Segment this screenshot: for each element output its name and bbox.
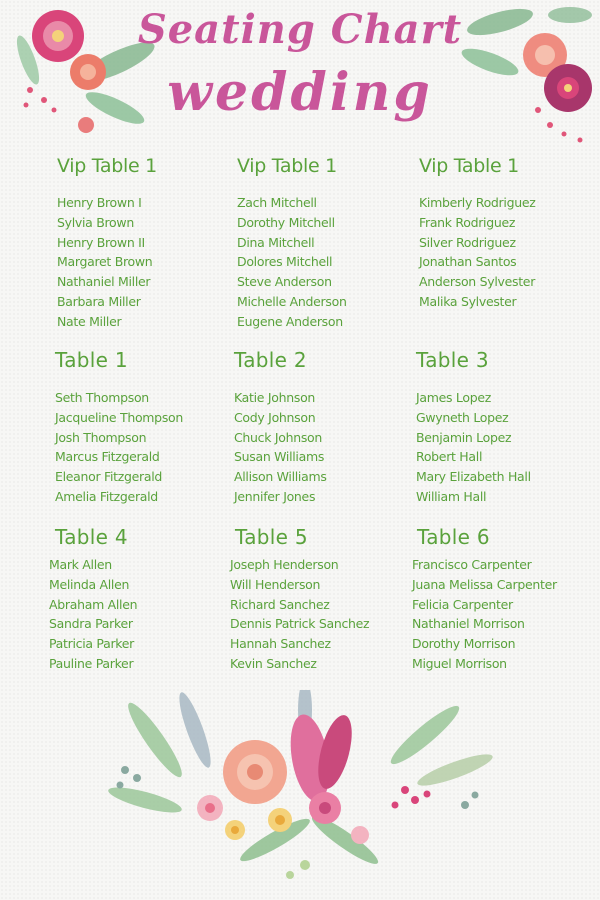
guest-list: [419, 193, 535, 312]
guest-name: Gwyneth Lopez: [416, 409, 509, 425]
guest-name: Benjamin Lopez: [416, 429, 512, 445]
guest-name: Richard Sanchez: [230, 596, 330, 612]
guest-name: Kimberly Rodriguez: [419, 195, 536, 210]
table-title: Table 6: [417, 525, 490, 549]
guest-name: Jacqueline Thompson: [55, 409, 183, 425]
guest-list: [55, 388, 183, 507]
guest-name: Mark Allen: [49, 557, 112, 572]
guest-name: Barbara Miller: [57, 293, 141, 309]
table-title: Vip Table 1: [237, 155, 337, 177]
guest-name: Eugene Anderson: [237, 313, 343, 329]
guest-name: James Lopez: [416, 390, 491, 405]
guest-name: Malika Sylvester: [419, 293, 517, 309]
guest-list: [49, 555, 137, 674]
guest-name: Patricia Parker: [49, 636, 135, 652]
guest-list: [412, 555, 557, 674]
guest-name: Miguel Morrison: [412, 655, 507, 671]
guest-list: [237, 193, 347, 332]
guest-list: [230, 555, 369, 674]
guest-name: Eleanor Fitzgerald: [55, 469, 163, 485]
guest-name: Pauline Parker: [49, 655, 134, 671]
table-title: Table 5: [235, 525, 308, 549]
guest-name: Amelia Fitzgerald: [55, 488, 158, 504]
guest-name: Nate Miller: [57, 313, 122, 329]
guest-name: Marcus Fitzgerald: [55, 449, 160, 465]
guest-name: Dorothy Morrison: [412, 636, 516, 652]
table-title: Table 3: [416, 348, 489, 372]
guest-name: Mary Elizabeth Hall: [416, 469, 531, 485]
guest-name: Sylvia Brown: [57, 214, 134, 230]
guest-name: Jennifer Jones: [234, 488, 316, 504]
guest-name: Abraham Allen: [49, 596, 138, 612]
guest-name: Seth Thompson: [55, 390, 149, 405]
guest-name: Felicia Carpenter: [412, 596, 513, 612]
guest-name: Francisco Carpenter: [412, 557, 532, 572]
guest-name: Dina Mitchell: [237, 234, 315, 250]
table-title: Table 1: [55, 348, 128, 372]
guest-name: Chuck Johnson: [234, 429, 323, 445]
guest-list: [234, 388, 327, 507]
guest-name: Henry Brown II: [57, 234, 145, 250]
guest-name: Henry Brown I: [57, 195, 142, 210]
table-1: [55, 348, 183, 507]
guest-name: Michelle Anderson: [237, 293, 347, 309]
vip-table-right: [419, 155, 535, 312]
guest-name: Steve Anderson: [237, 274, 332, 290]
guest-name: Silver Rodriguez: [419, 234, 516, 250]
guest-name: Dennis Patrick Sanchez: [230, 616, 370, 632]
guest-list: [57, 193, 157, 332]
guest-name: Joseph Henderson: [230, 557, 339, 572]
guest-list: [416, 388, 531, 507]
vip-table-center: [237, 155, 347, 332]
guest-name: Nathaniel Miller: [57, 274, 151, 290]
guest-name: Juana Melissa Carpenter: [412, 576, 557, 592]
guest-name: Hannah Sanchez: [230, 636, 331, 652]
guest-name: Sandra Parker: [49, 616, 133, 632]
vip-table-left: [57, 155, 157, 332]
guest-name: Zach Mitchell: [237, 195, 317, 210]
table-title: Vip Table 1: [57, 155, 157, 177]
guest-name: Allison Williams: [234, 469, 327, 485]
guest-name: Jonathan Santos: [419, 254, 517, 270]
guest-name: Margaret Brown: [57, 254, 153, 270]
table-6: [412, 525, 557, 674]
table-5: [230, 525, 370, 674]
guest-name: William Hall: [416, 488, 487, 504]
guest-name: Robert Hall: [416, 449, 483, 465]
table-title: Table 4: [55, 525, 128, 549]
guest-name: Dorothy Mitchell: [237, 214, 335, 230]
guest-name: Anderson Sylvester: [419, 274, 536, 290]
guest-name: Susan Williams: [234, 449, 325, 465]
guest-name: Cody Johnson: [234, 409, 316, 425]
guest-name: Frank Rodriguez: [419, 214, 516, 230]
table-3: [416, 348, 531, 507]
table-title: Vip Table 1: [419, 155, 519, 177]
floral-bottom-bouquet-icon: [95, 690, 505, 890]
table-title: Table 2: [234, 348, 307, 372]
guest-name: Melinda Allen: [49, 576, 130, 592]
table-2: [234, 348, 327, 507]
guest-name: Josh Thompson: [55, 429, 147, 445]
guest-name: Katie Johnson: [234, 390, 316, 405]
guest-name: Dolores Mitchell: [237, 254, 333, 270]
table-4: [49, 525, 138, 674]
title-seating-chart: Seating Chart: [137, 6, 463, 53]
guest-name: Nathaniel Morrison: [412, 616, 525, 632]
guest-name: Kevin Sanchez: [230, 655, 317, 671]
guest-name: Will Henderson: [230, 576, 321, 592]
title-wedding: wedding: [167, 62, 433, 123]
